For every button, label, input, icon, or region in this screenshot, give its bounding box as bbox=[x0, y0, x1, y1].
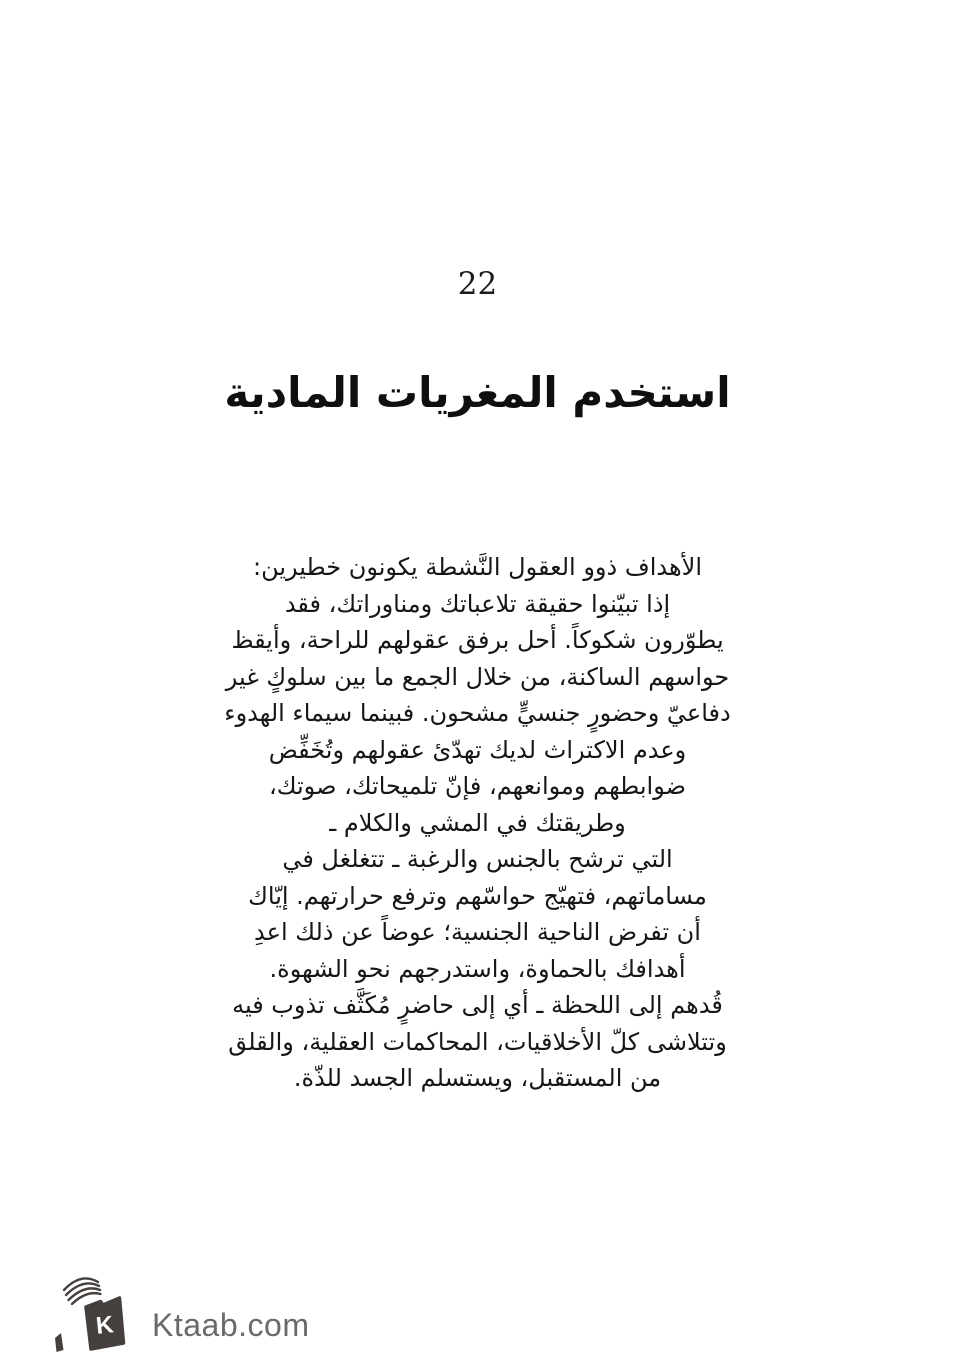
body-text bbox=[158, 549, 798, 1097]
body-line: إذا تبيّنوا حقيقة تلاعباتك ومناوراتك، فقد bbox=[284, 589, 671, 618]
body-line: أن تفرض الناحية الجنسية؛ عوضاً عن ذلك اعدِ bbox=[254, 918, 701, 946]
body-line: حواسهم الساكنة، من خلال الجمع ما بين سلوكٍ غير bbox=[225, 662, 730, 691]
open-book-k-icon bbox=[55, 1270, 137, 1354]
body-line: أهدافك بالحماوة، واستدرجهم نحو الشهوة. bbox=[269, 954, 686, 983]
ktaab-brand-logo[interactable] bbox=[55, 1270, 309, 1354]
body-line: قُدهم إلى اللحظة ـ أي إلى حاضرٍ مُكَثَّف تذوب فيه bbox=[232, 991, 723, 1019]
page-number: 22 bbox=[457, 266, 498, 302]
body-line: وتتلاشى كلّ الأخلاقيات، المحاكمات العقلية، والقلق bbox=[228, 1027, 727, 1056]
body-line: ضوابطهم وموانعهم، فإنّ تلميحاتك، صوتك، bbox=[269, 772, 686, 800]
body-line: وطريقتك في المشي والكلام ـ bbox=[329, 808, 626, 837]
body-line: مساماتهم، فتهيّج حواسّهم وترفع حرارتهم. إيّاك bbox=[248, 881, 707, 910]
chapter-title: استخدم المغريات المادية bbox=[224, 368, 731, 417]
body-line: التي ترشح بالجنس والرغبة ـ تتغلغل في bbox=[282, 845, 673, 873]
svg-text:K: K bbox=[94, 1311, 115, 1340]
body-line: الأهداف ذوو العقول النَّشطة يكونون خطيرين: bbox=[253, 553, 702, 581]
body-line: يطوّرون شكوكاً. أحل برفق عقولهم للراحة، وأيقظ bbox=[231, 626, 724, 654]
body-line: من المستقبل، ويستسلم الجسد للذّة. bbox=[293, 1064, 662, 1092]
brand-name: Ktaab.com bbox=[152, 1306, 310, 1343]
body-line: دفاعيّ وحضورٍ جنسيٍّ مشحون. فبينما سيماء الهدوء bbox=[224, 699, 731, 727]
body-line: وعدم الاكتراث لديك تهدّئ عقولهم وتُخَفِّض bbox=[268, 735, 687, 764]
